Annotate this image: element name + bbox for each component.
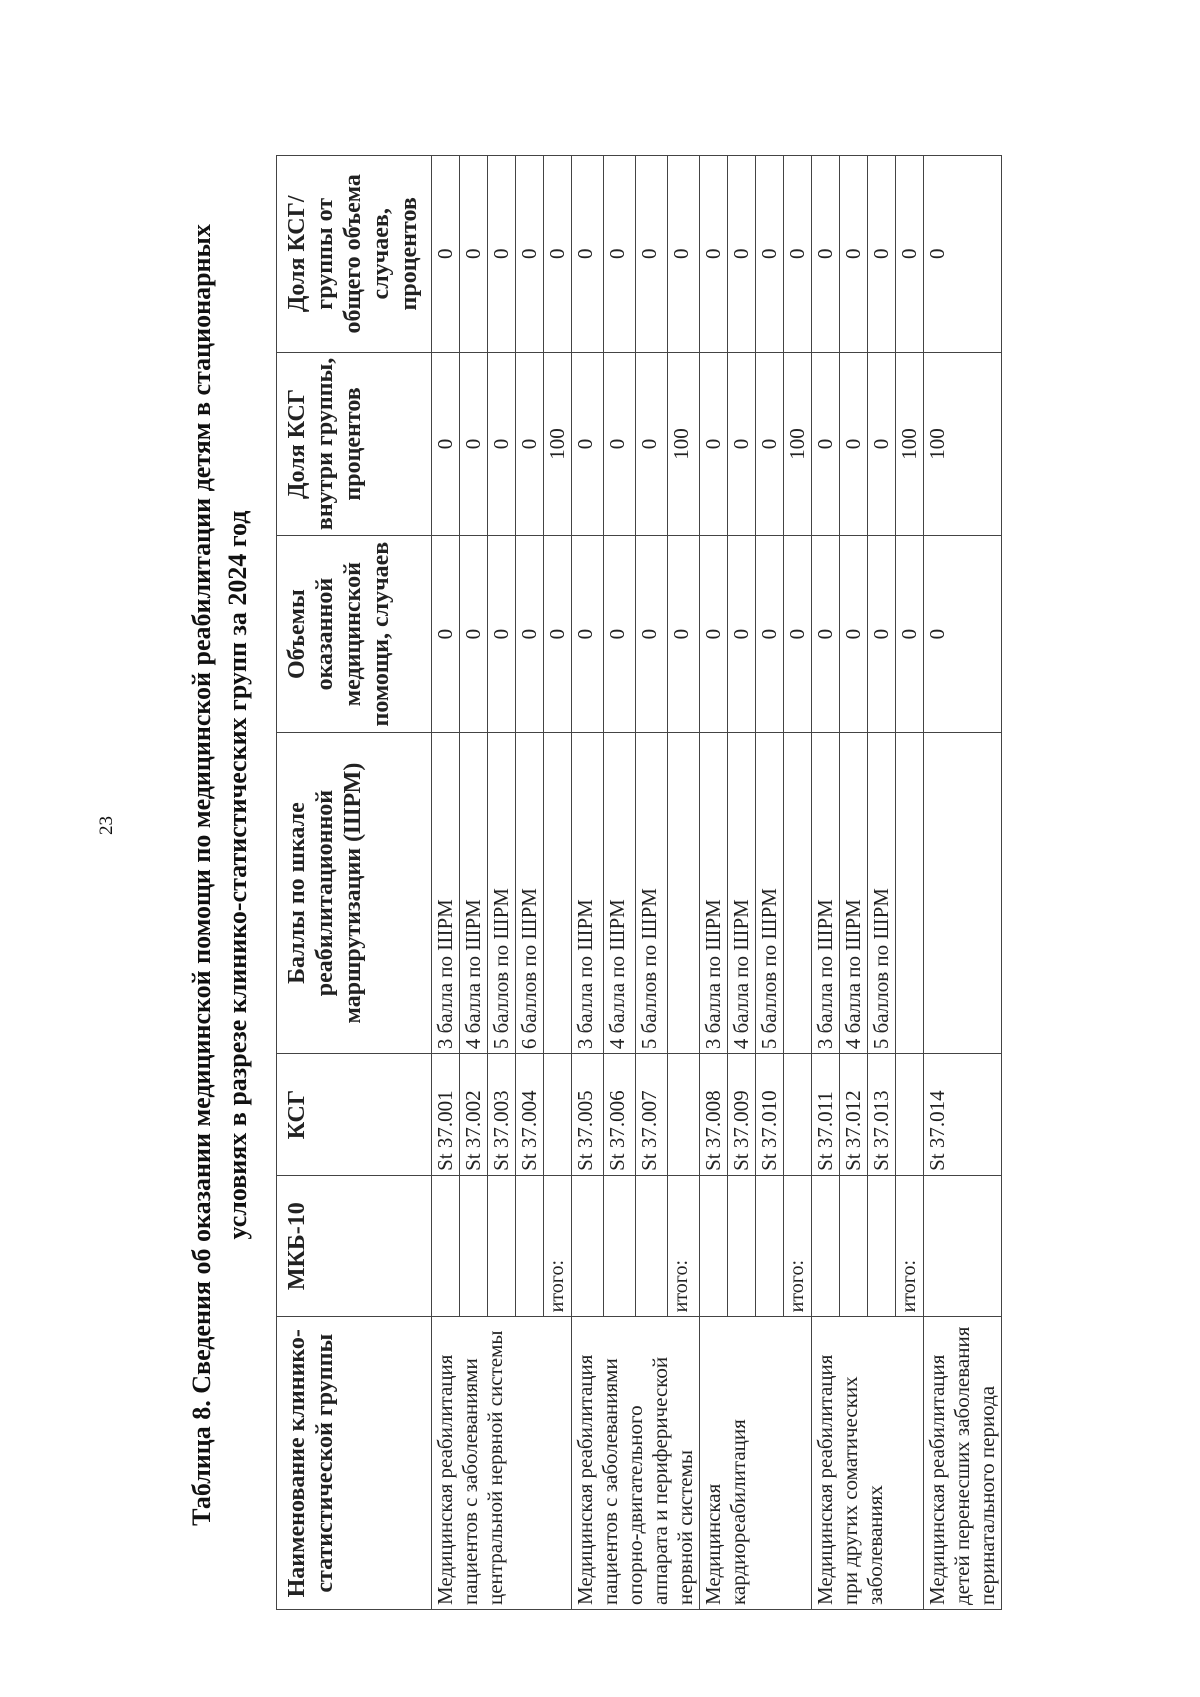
mkb-cell	[728, 1175, 756, 1317]
ksg-cell	[784, 1054, 812, 1176]
volume-cell: 0	[516, 536, 544, 733]
ksg-cell: St 37.001	[432, 1054, 460, 1176]
score-cell: 4 балла по ШРМ	[460, 732, 488, 1053]
group-name: Медицинская реабилитация пациентов с заболеваниями центральной нервной системы	[432, 1317, 572, 1610]
mkb-cell	[812, 1175, 840, 1317]
share-total-cell: 0	[896, 156, 924, 353]
ksg-cell: St 37.014	[924, 1054, 1002, 1176]
mkb-cell	[700, 1175, 728, 1317]
header-name: Наименование клинико-статистической группы	[277, 1317, 432, 1610]
group-name: Медицинская кардиореабилитация	[700, 1317, 812, 1610]
share-total-cell: 0	[868, 156, 896, 353]
volume-cell: 0	[728, 536, 756, 733]
share-inner-cell: 0	[868, 352, 896, 536]
volume-cell: 0	[784, 536, 812, 733]
group-name: Медицинская реабилитация при других соматических заболеваниях	[812, 1317, 924, 1610]
header-share-inner: Доля КСГ внутри группы, процентов	[277, 352, 432, 536]
share-total-cell: 0	[700, 156, 728, 353]
ksg-cell: St 37.012	[840, 1054, 868, 1176]
volume-cell: 0	[896, 536, 924, 733]
volume-cell: 0	[840, 536, 868, 733]
score-cell: 5 баллов по ШРМ	[488, 732, 516, 1053]
page-number: 23	[96, 816, 117, 835]
volume-cell: 0	[544, 536, 572, 733]
table-title-line-2: условиях в разрезе клинико-статистических групп за 2024 год	[223, 510, 252, 1240]
share-total-cell: 0	[488, 156, 516, 353]
score-cell: 4 балла по ШРМ	[604, 732, 636, 1053]
share-inner-cell: 0	[432, 352, 460, 536]
volume-cell: 0	[488, 536, 516, 733]
volume-cell: 0	[460, 536, 488, 733]
volume-cell: 0	[572, 536, 604, 733]
header-score: Баллы по шкале реабилитационной маршрутизации (ШРМ)	[277, 732, 432, 1053]
volume-cell: 0	[756, 536, 784, 733]
mkb-cell	[572, 1175, 604, 1317]
volume-cell: 0	[812, 536, 840, 733]
group-name: Медицинская реабилитация детей перенесших заболевания перинатального периода	[924, 1317, 1002, 1610]
score-cell: 4 балла по ШРМ	[728, 732, 756, 1053]
share-total-cell: 0	[460, 156, 488, 353]
table-row	[924, 156, 1002, 1610]
header-mkb: МКБ-10	[277, 1175, 432, 1317]
mkb-cell	[604, 1175, 636, 1317]
mkb-cell	[924, 1175, 1002, 1317]
share-inner-cell: 100	[896, 352, 924, 536]
score-cell: 5 баллов по ШРМ	[636, 732, 668, 1053]
ksg-cell	[896, 1054, 924, 1176]
share-inner-cell: 0	[488, 352, 516, 536]
share-inner-cell: 100	[784, 352, 812, 536]
share-total-cell: 0	[924, 156, 1002, 353]
ksg-cell: St 37.005	[572, 1054, 604, 1176]
group-name: Медицинская реабилитация пациентов с заболеваниями опорно-двигательного аппарата и периферической нервной системы	[572, 1317, 700, 1610]
mkb-cell	[636, 1175, 668, 1317]
mkb-cell	[432, 1175, 460, 1317]
ksg-cell	[668, 1054, 700, 1176]
ksg-cell: St 37.010	[756, 1054, 784, 1176]
score-cell: 3 балла по ШРМ	[572, 732, 604, 1053]
share-inner-cell: 0	[572, 352, 604, 536]
share-inner-cell: 0	[700, 352, 728, 536]
score-cell: 3 балла по ШРМ	[700, 732, 728, 1053]
share-total-cell: 0	[572, 156, 604, 353]
ksg-cell: St 37.003	[488, 1054, 516, 1176]
share-total-cell: 0	[604, 156, 636, 353]
mkb-cell: итого:	[784, 1175, 812, 1317]
header-share-total: Доля КСГ/группы от общего объема случаев, процентов	[277, 156, 432, 353]
share-inner-cell: 0	[756, 352, 784, 536]
share-inner-cell: 0	[812, 352, 840, 536]
share-inner-cell: 0	[728, 352, 756, 536]
mkb-cell: итого:	[896, 1175, 924, 1317]
volume-cell: 0	[700, 536, 728, 733]
share-inner-cell: 100	[668, 352, 700, 536]
mkb-cell	[840, 1175, 868, 1317]
mkb-cell	[868, 1175, 896, 1317]
share-total-cell: 0	[840, 156, 868, 353]
score-cell: 3 балла по ШРМ	[812, 732, 840, 1053]
table-title-line-1: Таблица 8. Сведения об оказании медицинской помощи по медицинской реабилитации детям в стационарных	[187, 224, 216, 1526]
volume-cell: 0	[636, 536, 668, 733]
score-cell	[544, 732, 572, 1053]
share-inner-cell: 0	[516, 352, 544, 536]
share-total-cell: 0	[728, 156, 756, 353]
share-total-cell: 0	[812, 156, 840, 353]
mkb-cell	[756, 1175, 784, 1317]
table-header-row	[277, 156, 432, 1610]
ksg-cell: St 37.011	[812, 1054, 840, 1176]
volume-cell: 0	[924, 536, 1002, 733]
share-total-cell: 0	[636, 156, 668, 353]
score-cell: 4 балла по ШРМ	[840, 732, 868, 1053]
share-inner-cell: 100	[544, 352, 572, 536]
header-ksg: КСГ	[277, 1054, 432, 1176]
ksg-cell: St 37.008	[700, 1054, 728, 1176]
share-total-cell: 0	[544, 156, 572, 353]
header-volume: Объемы оказанной медицинской помощи, случаев	[277, 536, 432, 733]
share-inner-cell: 0	[840, 352, 868, 536]
table-row	[700, 156, 728, 1610]
mkb-cell: итого:	[668, 1175, 700, 1317]
score-cell	[896, 732, 924, 1053]
table-row	[572, 156, 604, 1610]
ksg-cell: St 37.006	[604, 1054, 636, 1176]
share-inner-cell: 0	[460, 352, 488, 536]
score-cell: 3 балла по ШРМ	[432, 732, 460, 1053]
score-cell	[924, 732, 1002, 1053]
volume-cell: 0	[868, 536, 896, 733]
rehabilitation-table	[276, 155, 1002, 1610]
mkb-cell	[460, 1175, 488, 1317]
ksg-cell: St 37.009	[728, 1054, 756, 1176]
ksg-cell: St 37.004	[516, 1054, 544, 1176]
score-cell: 6 баллов по ШРМ	[516, 732, 544, 1053]
ksg-cell: St 37.007	[636, 1054, 668, 1176]
share-total-cell: 0	[756, 156, 784, 353]
volume-cell: 0	[432, 536, 460, 733]
mkb-cell	[488, 1175, 516, 1317]
ksg-cell	[544, 1054, 572, 1176]
share-inner-cell: 0	[604, 352, 636, 536]
share-total-cell: 0	[668, 156, 700, 353]
score-cell	[668, 732, 700, 1053]
share-inner-cell: 0	[636, 352, 668, 536]
ksg-cell: St 37.002	[460, 1054, 488, 1176]
score-cell	[784, 732, 812, 1053]
score-cell: 5 баллов по ШРМ	[868, 732, 896, 1053]
table-row	[812, 156, 840, 1610]
rotated-page-content	[184, 140, 1084, 1610]
volume-cell: 0	[604, 536, 636, 733]
ksg-cell: St 37.013	[868, 1054, 896, 1176]
table-title	[184, 140, 256, 1610]
share-total-cell: 0	[516, 156, 544, 353]
mkb-cell	[516, 1175, 544, 1317]
mkb-cell: итого:	[544, 1175, 572, 1317]
volume-cell: 0	[668, 536, 700, 733]
share-total-cell: 0	[784, 156, 812, 353]
share-total-cell: 0	[432, 156, 460, 353]
table-row	[432, 156, 460, 1610]
score-cell: 5 баллов по ШРМ	[756, 732, 784, 1053]
share-inner-cell: 100	[924, 352, 1002, 536]
